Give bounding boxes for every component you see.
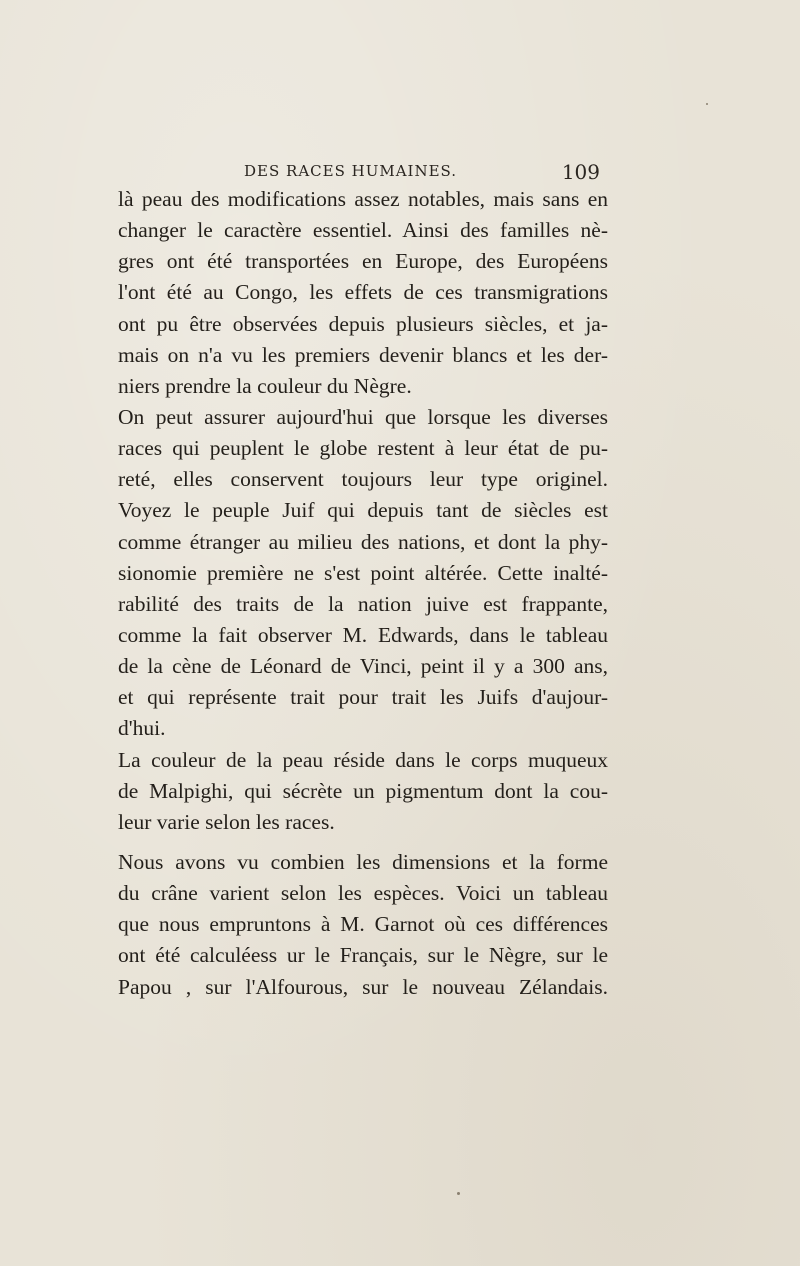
paragraph-gap xyxy=(118,838,608,847)
page-number: 109 xyxy=(561,160,600,184)
text-line: rabilité des traits de la nation juive est frappante, xyxy=(118,591,608,616)
text-line: comme étranger au milieu des nations, et dont la phy- xyxy=(118,529,608,554)
text-line: mais on n'a vu les premiers devenir blancs et les der- xyxy=(118,342,608,367)
text-line: comme la fait observer M. Edwards, dans le tableau xyxy=(118,622,608,647)
text-line: là peau des modifications assez notables, mais sans en xyxy=(118,187,608,211)
text-line: et qui représente trait pour trait les Juifs d'aujour- xyxy=(118,685,608,710)
text-line: Nous avons vu combien les dimensions et la forme xyxy=(118,849,608,874)
running-title: DES RACES HUMAINES. xyxy=(244,162,458,180)
text-line: Voyez le peuple Juif qui depuis tant de siècles est xyxy=(118,498,608,523)
text-line: leur varie selon les races. xyxy=(118,809,335,834)
text-line: changer le caractère essentiel. Ainsi des familles nè- xyxy=(118,218,608,243)
text-line: que nous empruntons à M. Garnot où ces différences xyxy=(118,912,608,937)
text-line: de la cène de Léonard de Vinci, peint il y a 300 ans, xyxy=(118,654,608,679)
body-text xyxy=(118,184,608,1003)
paper-speck xyxy=(457,1192,460,1195)
paper-speck xyxy=(706,103,708,105)
text-line: races qui peuplent le globe restent à leur état de pu- xyxy=(118,436,608,461)
text-line: d'hui. xyxy=(118,716,166,741)
text-line: ont pu être observées depuis plusieurs siècles, et ja- xyxy=(118,311,608,336)
text-line: du crâne varient selon les espèces. Voici un tableau xyxy=(118,881,608,906)
text-line: l'ont été au Congo, les effets de ces transmigrations xyxy=(118,280,608,305)
text-line: gres ont été transportées en Europe, des Européens xyxy=(118,249,608,274)
text-line: On peut assurer aujourd'hui que lorsque les diverses xyxy=(118,404,608,429)
text-line: de Malpighi, qui sécrète un pigmentum dont la cou- xyxy=(118,778,608,803)
text-line: niers prendre la couleur du Nègre. xyxy=(118,373,412,398)
text-line: ont été calculéess ur le Français, sur le Nègre, sur le xyxy=(118,943,608,968)
text-line: sionomie première ne s'est point altérée. Cette inalté- xyxy=(118,560,608,585)
text-line: Papou , sur l'Alfourous, sur le nouveau Zélandais. xyxy=(118,974,608,999)
text-line: reté, elles conservent toujours leur type originel. xyxy=(118,467,608,492)
text-line: La couleur de la peau réside dans le corps muqueux xyxy=(118,747,608,772)
